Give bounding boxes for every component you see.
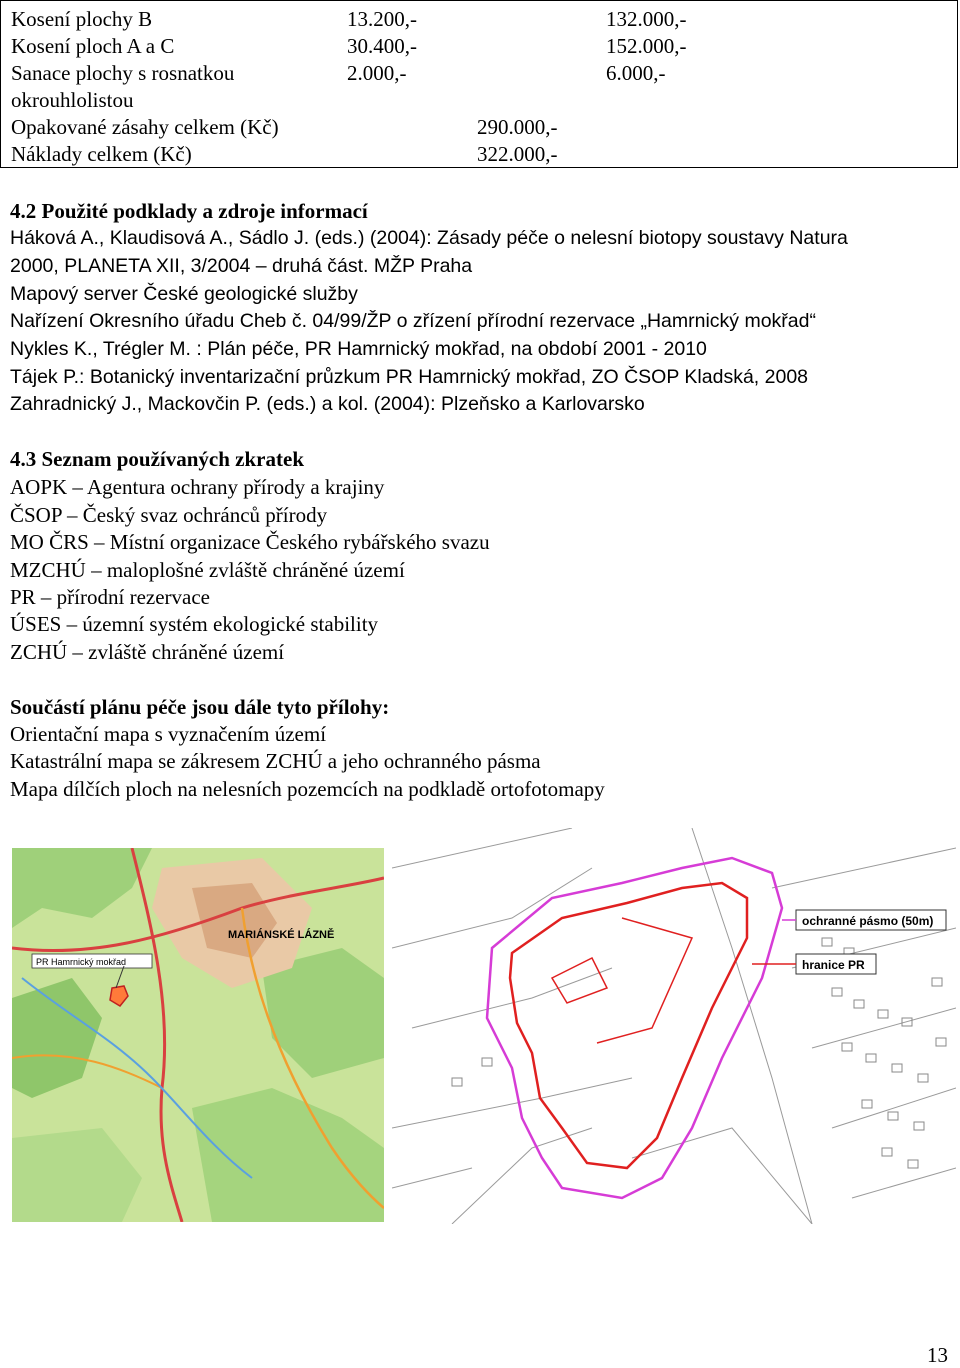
abbreviation-line: ČSOP – Český svaz ochránců přírody (10, 503, 328, 527)
attachment-line: Mapa dílčích ploch na nelesních pozemcích na podkladě ortofotomapy (10, 777, 605, 801)
abbreviation-line: MZCHÚ – maloplošné zvláště chráněné území (10, 558, 405, 582)
reserve-label: PR Hamrnický mokřad (36, 957, 127, 967)
source-line: Háková A., Klaudisová A., Sádlo J. (eds.) (2004): Zásady péče o nelesní biotopy soustavy Natura (10, 227, 848, 249)
section-heading-sources: 4.2 Použité podklady a zdroje informací (10, 199, 368, 223)
section-heading-abbreviations: 4.3 Seznam používaných zkratek (10, 447, 304, 471)
abbreviation-line: AOPK – Agentura ochrany přírody a krajiny (10, 475, 385, 499)
abbreviation-line: PR – přírodní rezervace (10, 585, 211, 609)
town-label: MARIÁNSKÉ LÁZNĚ (228, 929, 335, 941)
page-number: 13 (927, 1343, 948, 1367)
attachment-line: Katastrální mapa se zákresem ZCHÚ a jeho ochranného pásma (10, 749, 541, 773)
row-label: Sanace plochy s rosnatkou (11, 61, 235, 85)
attachment-line: Orientační mapa s vyznačením území (10, 722, 327, 746)
row-value-2: 6.000,- (606, 61, 666, 85)
row-label: Kosení plochy B (11, 7, 153, 31)
row-value-1: 13.200,- (347, 7, 417, 31)
orientation-map (12, 848, 384, 1222)
abbreviation-line: ÚSES – územní systém ekologické stability (10, 612, 379, 636)
cost-table (0, 0, 958, 168)
cadastral-map (392, 828, 956, 1224)
row-value-2: 132.000,- (606, 7, 687, 31)
abbreviation-line: MO ČRS – Místní organizace Českého rybářského svazu (10, 530, 490, 554)
source-line: Nykles K., Trégler M. : Plán péče, PR Hamrnický mokřad, na období 2001 - 2010 (10, 338, 707, 360)
legend-buffer-label: ochranné pásmo (50m) (802, 914, 934, 928)
abbreviation-line: ZCHÚ – zvláště chráněné území (10, 640, 285, 664)
row-value-2: 152.000,- (606, 34, 687, 58)
row-label: okrouhlolistou (11, 88, 134, 112)
total-label: Náklady celkem (Kč) (11, 142, 192, 166)
total-value: 322.000,- (477, 142, 558, 166)
attachments-heading: Součástí plánu péče jsou dále tyto přílohy: (10, 695, 390, 719)
row-value-1: 2.000,- (347, 61, 407, 85)
total-value: 290.000,- (477, 115, 558, 139)
source-line: Mapový server České geologické služby (10, 283, 358, 305)
row-value-1: 30.400,- (347, 34, 417, 58)
row-label: Kosení ploch A a C (11, 34, 175, 58)
source-line: Zahradnický J., Mackovčin P. (eds.) a kol. (2004): Plzeňsko a Karlovarsko (10, 393, 645, 415)
legend-boundary-label: hranice PR (802, 958, 865, 972)
total-label: Opakované zásahy celkem (Kč) (11, 115, 279, 139)
source-line: 2000, PLANETA XII, 3/2004 – druhá část. MŽP Praha (10, 255, 473, 277)
source-line: Nařízení Okresního úřadu Cheb č. 04/99/ŽP o zřízení přírodní rezervace „Hamrnický mokřad“ (10, 310, 816, 332)
source-line: Tájek P.: Botanický inventarizační průzkum PR Hamrnický mokřad, ZO ČSOP Kladská, 2008 (10, 366, 809, 388)
